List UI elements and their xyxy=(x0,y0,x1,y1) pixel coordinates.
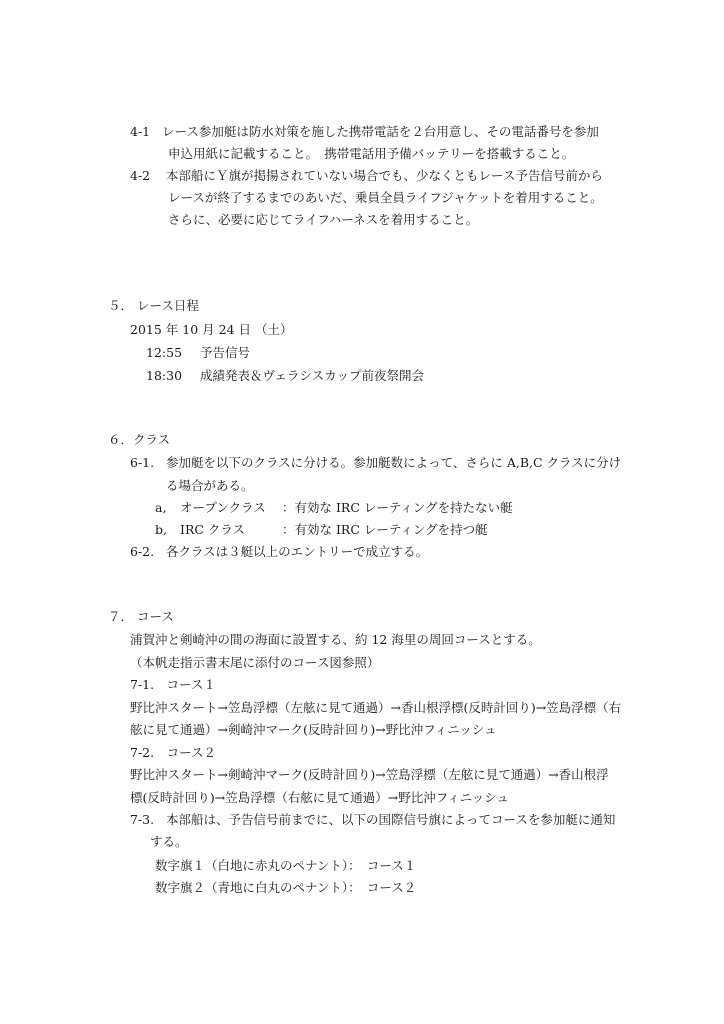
race-date: 2015 年 10 月 24 日 （土） xyxy=(130,322,293,337)
class-b-description: ：有効な IRC レーティングを持つ艇 xyxy=(282,522,488,537)
event-2-label: 成績発表＆ヴェラシスカップ前夜祭開会 xyxy=(200,368,425,383)
course-1-route-line-2: 舷に見て通過）→剣崎沖マーク(反時計回り)→野比沖フィニッシュ xyxy=(130,722,497,737)
section-7-heading: ７． コース xyxy=(108,609,174,624)
item-4-1-line-1: レース参加艇は防水対策を施した携帯電話を２台用意し、その電話番号を参加 xyxy=(162,124,599,139)
item-4-1-line-2: 申込用紙に記載すること。 携帯電話用予備バッテリーを搭載すること。 xyxy=(168,146,575,161)
item-6-1-number: 6-1. xyxy=(130,455,155,470)
class-a-name: オープンクラス xyxy=(180,500,266,515)
item-6-1-line-2: る場合がある。 xyxy=(166,478,254,493)
course-1-heading: 7-1. コース１ xyxy=(130,677,216,692)
event-1-time: 12:55 xyxy=(146,345,183,360)
item-4-2-line-3: さらに、必要に応じてライフハーネスを着用すること。 xyxy=(168,212,479,227)
flag-2-description: 数字旗２（青地に白丸のペナント）： コース２ xyxy=(155,880,417,895)
class-b-letter: b, xyxy=(155,522,167,537)
course-2-route-line-2: 標(反時計回り)→笠島浮標（右舷に見て通過）→野比沖フィニッシュ xyxy=(130,790,509,805)
item-4-1-number: 4-1 xyxy=(130,124,151,139)
item-6-2-number: 6-2. xyxy=(130,544,155,559)
course-2-heading: 7-2. コース２ xyxy=(130,745,216,760)
item-7-3-line-2: する。 xyxy=(150,834,188,849)
event-2-time: 18:30 xyxy=(146,368,183,383)
item-4-2-line-1: 本部船にＹ旗が掲揚されていない場合でも、少なくともレース予告信号前から xyxy=(166,168,603,183)
class-a-description: ：有効な IRC レーティングを持たない艇 xyxy=(282,500,513,515)
course-1-route-line-1: 野比沖スタート→笠島浮標（左舷に見て通過）→香山根浮標(反時計回り)→笠島浮標（右 xyxy=(130,700,622,715)
class-b-name: IRC クラス xyxy=(180,522,246,537)
item-7-3-line-1: 本部船は、予告信号前までに、以下の国際信号旗によってコースを参加艇に通知 xyxy=(166,812,616,827)
flag-1-description: 数字旗１（白地に赤丸のペナント）： コース１ xyxy=(155,858,417,873)
item-6-2-text: 各クラスは３艇以上のエントリーで成立する。 xyxy=(166,544,429,559)
class-a-letter: a, xyxy=(155,500,167,515)
section-6-heading: ６．クラス xyxy=(108,432,171,447)
item-4-2-number: 4-2 xyxy=(130,168,151,183)
course-intro: 浦賀沖と剣崎沖の間の海面に設置する、約 12 海里の周回コースとする。 xyxy=(130,632,541,647)
section-5-heading: ５． レース日程 xyxy=(108,298,199,313)
event-1-label: 予告信号 xyxy=(200,345,251,360)
course-note: （本帆走指示書末尾に添付のコース図参照） xyxy=(130,655,380,670)
course-2-route-line-1: 野比沖スタート→剣崎沖マーク(反時計回り)→笠島浮標（左舷に見て通過）→香山根浮 xyxy=(130,767,609,782)
item-7-3-number: 7-3. xyxy=(130,812,155,827)
item-4-2-line-2: レースが終了するまでのあいだ、乗員全員ライフジャケットを着用すること。 xyxy=(168,190,603,205)
item-6-1-line-1: 参加艇を以下のクラスに分ける。参加艇数によって、さらに A,B,C クラスに分け xyxy=(166,455,622,470)
